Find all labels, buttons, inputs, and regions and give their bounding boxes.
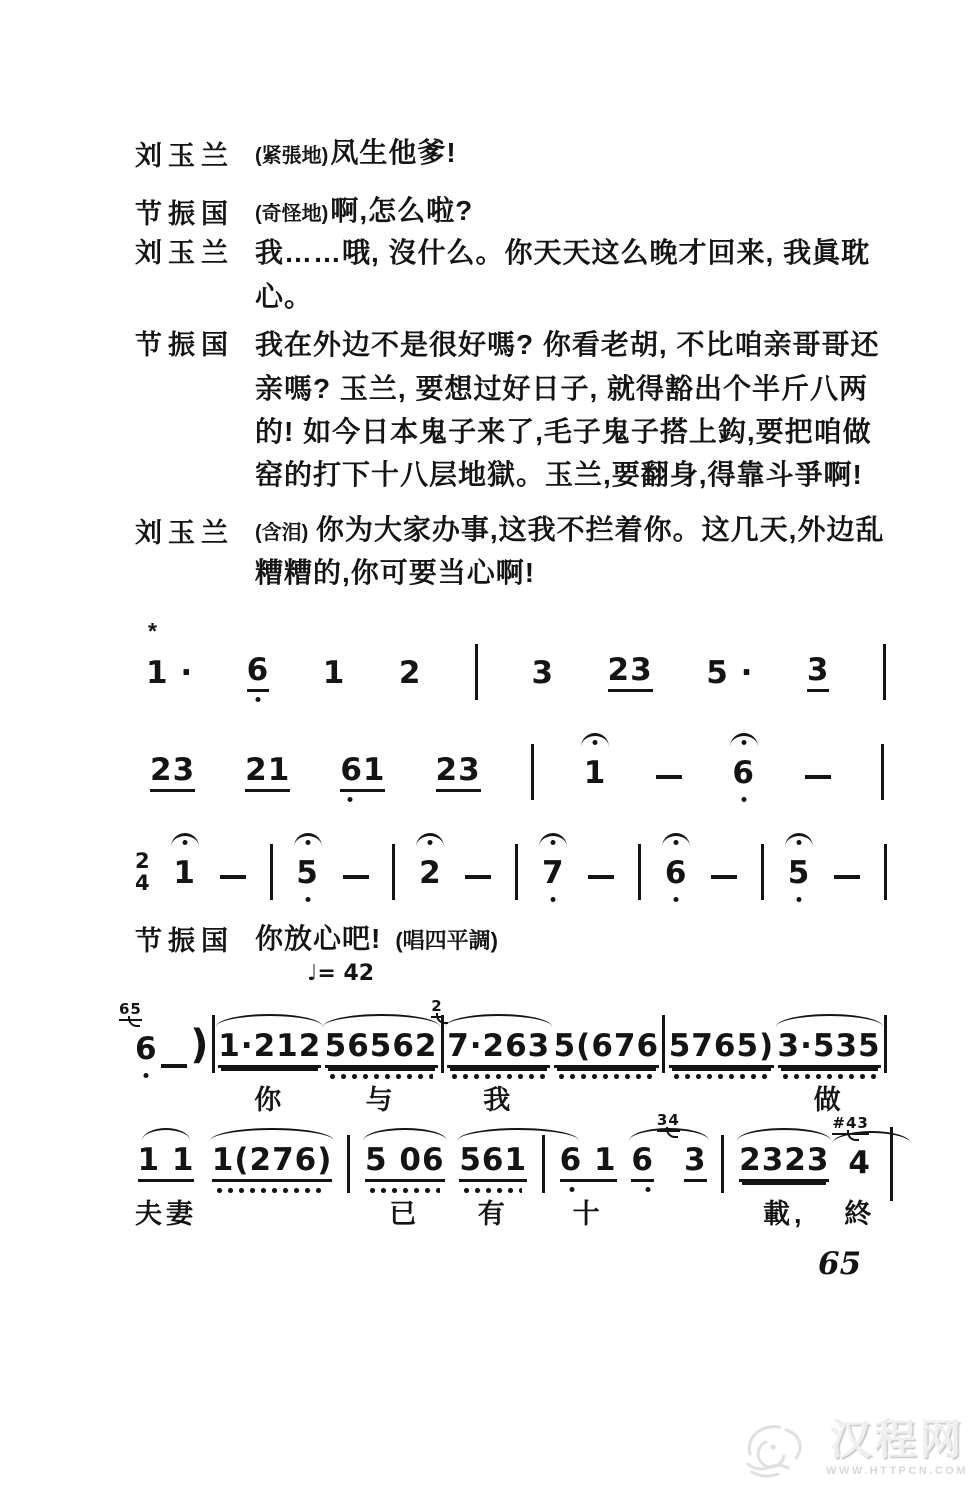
- grace-note: 34: [657, 1113, 680, 1132]
- note: 5 ·: [706, 655, 754, 691]
- note: 3: [684, 1145, 707, 1182]
- dialogue-text: 你放心吧!: [255, 923, 382, 954]
- barline: [347, 1135, 350, 1193]
- fermata-icon: [416, 833, 444, 847]
- dialogue-text: 窑的打下十八层地獄。玉兰,要翻身,得靠斗爭啊!: [255, 459, 863, 490]
- note: 6: [732, 755, 755, 791]
- fermata-icon: [294, 833, 322, 847]
- page-number: 65: [818, 1246, 862, 1282]
- slur-icon: [737, 1128, 831, 1141]
- note: 561: [459, 1145, 527, 1182]
- stage-direction: (含泪): [255, 522, 314, 544]
- note: 5: [787, 855, 811, 891]
- dash-rest: [834, 875, 860, 879]
- stage-direction: (紧張地): [255, 145, 329, 167]
- speaker-label: 刘玉兰: [135, 238, 234, 268]
- note: 6 1: [560, 1145, 617, 1182]
- speaker-label: 节振国: [135, 926, 234, 956]
- watermark-site-url: WWW.HTTPCN.COM: [826, 1465, 968, 1477]
- dialogue-text: 啊,怎么啦?: [330, 195, 474, 226]
- dialogue-row: [135, 458, 965, 492]
- jianpu-line-1: [146, 618, 886, 692]
- note: 1: [322, 655, 346, 691]
- aria-style-note: (唱四平調): [395, 928, 498, 953]
- grace-note: 65: [119, 1002, 142, 1021]
- barline: [884, 844, 887, 900]
- slur-icon: [142, 1128, 191, 1141]
- asterisk-mark: *: [148, 618, 157, 644]
- dash-rest: [588, 875, 614, 879]
- barline: [884, 1015, 887, 1073]
- note: 6: [247, 655, 270, 692]
- grace-note: #43: [832, 1116, 868, 1135]
- note: 21: [245, 755, 290, 792]
- lyric: 載,: [763, 1199, 806, 1229]
- barline: [515, 844, 518, 900]
- note: 61: [340, 755, 385, 792]
- speaker-label: 节振国: [135, 330, 234, 360]
- stage-direction: (奇怪地): [255, 203, 329, 225]
- jianpu-line-2: [150, 744, 884, 792]
- note: 23: [436, 755, 481, 792]
- dialogue-row: [135, 556, 965, 590]
- close-paren: ): [190, 1022, 209, 1068]
- dash-rest: [161, 1064, 187, 1068]
- fermata-icon: [581, 733, 609, 747]
- note: 3·535: [778, 1031, 881, 1068]
- lyric: 夫妻: [135, 1199, 197, 1229]
- barline: [761, 844, 764, 900]
- note: 5: [296, 855, 319, 891]
- lyric: 已: [389, 1199, 421, 1229]
- slur-icon: [457, 1128, 579, 1141]
- note: 1: [173, 855, 196, 891]
- note: 6: [135, 1031, 158, 1067]
- dialogue-row: [135, 280, 965, 314]
- slur-icon: [776, 1014, 883, 1027]
- note: 3: [531, 655, 555, 691]
- fermata-icon: [662, 833, 690, 847]
- dash-rest: [805, 775, 831, 779]
- speaker-label: 刘玉兰: [135, 141, 234, 171]
- dialogue-text: 的! 如今日本鬼子来了,毛子鬼子搭上鈎,要把咱做: [255, 416, 872, 447]
- dialogue-row: [135, 236, 965, 270]
- dialogue-text: 我在外边不是很好嗎? 你看老胡, 不比咱亲哥哥还: [255, 329, 880, 360]
- note: 2: [398, 655, 422, 691]
- dash-rest: [711, 875, 737, 879]
- barline: [638, 844, 641, 900]
- lyric: 你: [254, 1085, 286, 1115]
- note: 4: [848, 1145, 871, 1181]
- barline: [212, 1015, 215, 1073]
- dialogue-text: 凤生他爹!: [330, 137, 457, 168]
- note: 7·263: [447, 1031, 550, 1068]
- note: 23: [608, 655, 653, 692]
- barline: [662, 1015, 665, 1073]
- dialogue-row: [135, 415, 965, 449]
- note: 5 06: [365, 1145, 445, 1182]
- grace-note: 2: [431, 999, 442, 1018]
- barline: [270, 844, 273, 900]
- note: 1: [583, 755, 607, 791]
- dialogue-row: [135, 372, 965, 406]
- note: 6: [664, 855, 688, 891]
- slur-icon: [629, 1128, 708, 1141]
- lyric: 有: [477, 1199, 509, 1229]
- dash-rest: [656, 775, 682, 779]
- speaker-label: 刘玉兰: [135, 518, 234, 548]
- lyric: 与: [365, 1085, 397, 1115]
- lyric: 做: [813, 1085, 845, 1115]
- note: 5(676: [554, 1031, 659, 1068]
- note: 23: [150, 755, 195, 792]
- tempo-mark: ♩= 42: [307, 961, 375, 986]
- barline: [531, 744, 534, 800]
- barline: [883, 644, 886, 700]
- note: 1(276): [212, 1145, 333, 1182]
- dialogue-text: 亲嗎? 玉兰, 要想过好日子, 就得豁出个半斤八两: [255, 373, 869, 404]
- note: 2323: [739, 1145, 829, 1182]
- barline: [542, 1135, 545, 1193]
- slur-icon: [323, 1014, 440, 1027]
- slur-icon: [363, 1128, 447, 1141]
- slur-icon: [445, 1014, 552, 1027]
- dialogue-row: [135, 194, 965, 231]
- barline: [392, 844, 395, 900]
- dash-rest: [465, 875, 491, 879]
- fermata-icon: [171, 833, 199, 847]
- note: 7: [542, 855, 565, 891]
- jianpu-sung-line-1: [119, 961, 887, 1115]
- dialogue-row: [135, 328, 965, 362]
- jianpu-line-3: [135, 844, 887, 895]
- watermark-logo-icon: [740, 1414, 826, 1482]
- slur-icon: [210, 1128, 335, 1141]
- dialogue-row: [135, 513, 965, 550]
- dialogue-text: 你为大家办事,这我不拦着你。这几天,外边乱: [315, 514, 885, 545]
- lyric: 終: [844, 1199, 876, 1229]
- barline: [881, 744, 884, 800]
- barline: [721, 1135, 724, 1193]
- time-signature: 2 4: [135, 848, 150, 895]
- dialogue-text: 糟糟的,你可要当心啊!: [255, 557, 536, 588]
- fermata-icon: [539, 833, 567, 847]
- slur-icon: [832, 1131, 911, 1144]
- note: 1 ·: [146, 655, 194, 691]
- dash-rest: [220, 875, 246, 879]
- speaker-label: 节振国: [135, 199, 234, 229]
- note: 5765): [669, 1031, 774, 1068]
- lyric: 我: [483, 1085, 515, 1115]
- slur-icon: [216, 1014, 323, 1027]
- dialogue-text: 心。: [255, 281, 314, 312]
- fermata-icon: [730, 733, 758, 747]
- note: 3: [807, 655, 830, 692]
- fermata-icon: [785, 833, 813, 847]
- dialogue-text: 我……哦, 沒什么。你天天这么晚才回来, 我眞耽: [255, 237, 871, 268]
- jianpu-sung-line-2: [135, 1111, 893, 1229]
- watermark-site-name: 汉程网: [829, 1416, 965, 1463]
- note: 1·212: [218, 1031, 321, 1068]
- note: 1 1: [138, 1145, 195, 1182]
- note: 6: [631, 1145, 654, 1182]
- dialogue-row: [135, 922, 965, 958]
- lyric: 十: [572, 1199, 604, 1229]
- barline: [475, 644, 478, 700]
- note: 56562: [325, 1031, 438, 1068]
- note: 2: [419, 855, 442, 891]
- dialogue-row: [135, 136, 965, 173]
- dash-rest: [343, 875, 369, 879]
- watermark: [740, 1414, 968, 1482]
